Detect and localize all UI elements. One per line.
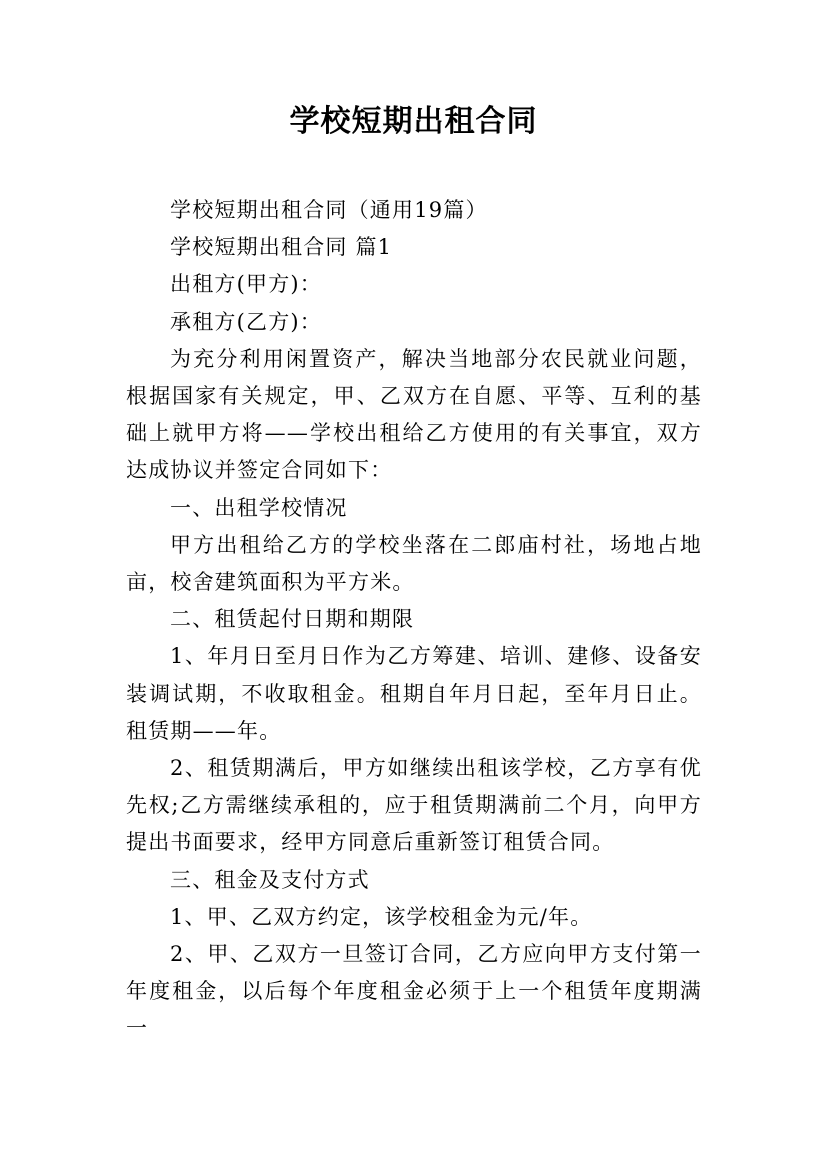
paragraph-lease-term-2: 2、租赁期满后，甲方如继续出租该学校，乙方享有优先权;乙方需继续承租的，应于租赁期满前二个月，向甲方提出书面要求，经甲方同意后重新签订租赁合同。 (126, 756, 702, 855)
paragraph-preamble: 为充分利用闲置资产，解决当地部分农民就业问题，根据国家有关规定，甲、乙双方在自愿、平等、互利的基础上就甲方将——学校出租给乙方使用的有关事宜，双方达成协议并签定合同如下： (126, 346, 702, 483)
document-body (126, 192, 702, 1048)
paragraph-lessee: 承租方(乙方)： (170, 309, 322, 334)
paragraph-rent-2: 2、甲、乙双方一旦签订合同，乙方应向甲方支付第一年度租金，以后每个年度租金必须于上一个租赁年度期满一 (126, 942, 702, 1041)
paragraph-lessor: 出租方(甲方)： (170, 272, 322, 297)
paragraph-heading-collection: 学校短期出租合同（通用19篇） (170, 198, 488, 222)
paragraph-contract-number: 学校短期出租合同 篇1 (170, 235, 393, 260)
paragraph-rent-1: 1、甲、乙双方约定，该学校租金为元/年。 (170, 904, 593, 929)
paragraph-school-location: 甲方出租给乙方的学校坐落在二郎庙村社，场地占地亩，校舍建筑面积为平方米。 (126, 532, 702, 595)
paragraph-lease-term-1: 1、年月日至月日作为乙方筹建、培训、建修、设备安装调试期，不收取租金。租期自年月日起，至年月日止。租赁期——年。 (126, 644, 702, 743)
section-heading-school-info: 一、出租学校情况 (170, 495, 348, 520)
section-heading-lease-term: 二、租赁起付日期和期限 (170, 607, 415, 632)
document-title: 学校短期出租合同 (289, 104, 538, 139)
section-heading-rent-payment: 三、租金及支付方式 (170, 867, 370, 892)
